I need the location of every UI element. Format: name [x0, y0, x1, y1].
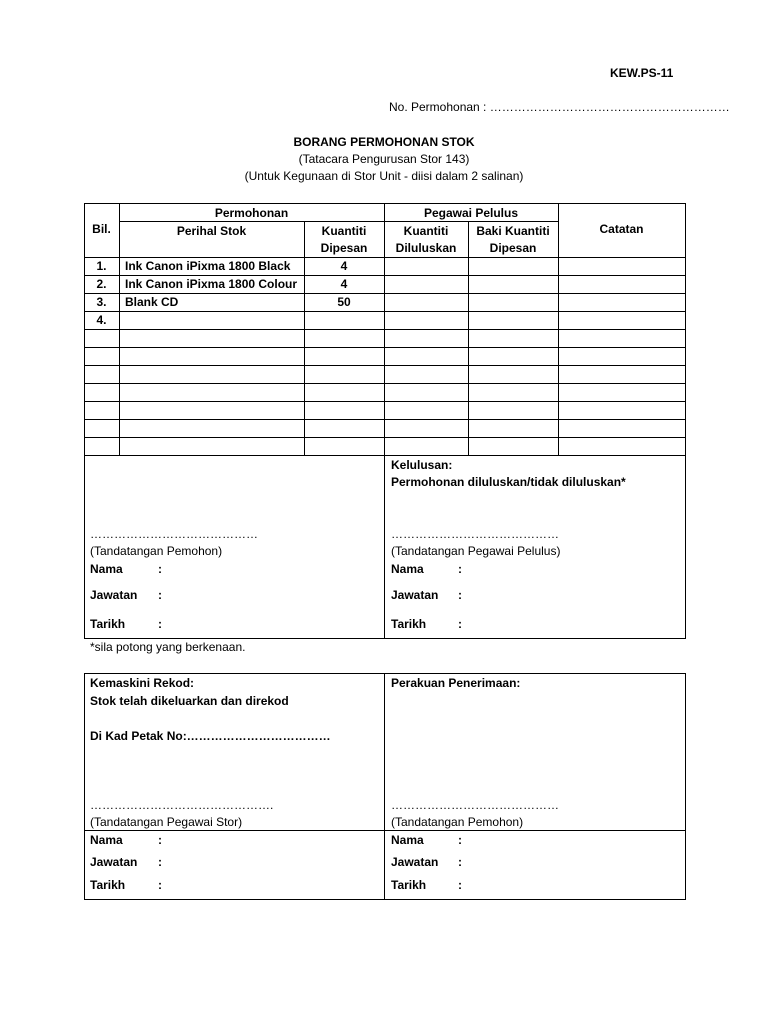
receipt-heading: Perakuan Penerimaan:	[391, 676, 521, 690]
colon: :	[158, 588, 162, 602]
colon: :	[458, 588, 462, 602]
colon: :	[158, 878, 162, 892]
form-subtitle-2: (Untuk Kegunaan di Stor Unit - diisi dalam 2 salinan)	[244, 169, 524, 183]
approver-position-label: Jawatan	[391, 588, 439, 602]
colon: :	[158, 855, 162, 869]
header-kuantiti-approved: Kuantiti	[403, 224, 449, 238]
colon: :	[158, 562, 162, 576]
row-bil: 4.	[96, 313, 107, 327]
row-perihal: Blank CD	[125, 295, 179, 309]
colon: :	[458, 855, 462, 869]
approver-signature-label: (Tandatangan Pegawai Pelulus)	[391, 544, 561, 558]
form-code: KEW.PS-11	[610, 66, 674, 80]
approver-signature-line: ……………………………………	[391, 527, 559, 541]
header-dipesan-balance: Dipesan	[489, 241, 537, 255]
receiver-signature-line: ……………………………………	[391, 798, 559, 812]
row-quantity: 4	[340, 277, 348, 291]
store-officer-signature-line: ……………………………………….	[90, 798, 274, 812]
header-bil: Bil.	[92, 222, 111, 236]
approver-date-label: Tarikh	[391, 617, 427, 631]
colon: :	[458, 878, 462, 892]
applicant-signature-line: ……………………………………	[90, 527, 258, 541]
row-bil: 1.	[96, 259, 107, 273]
receiver-position-label: Jawatan	[391, 855, 439, 869]
row-perihal: Ink Canon iPixma 1800 Colour	[125, 277, 298, 291]
receiver-name-label: Nama	[391, 833, 424, 847]
form-title: BORANG PERMOHONAN STOK	[293, 135, 475, 149]
colon: :	[458, 833, 462, 847]
header-catatan: Catatan	[599, 222, 644, 236]
header-group-pelulus: Pegawai Pelulus	[423, 206, 519, 220]
request-number: No. Permohonan : ……………………………………………………	[389, 100, 730, 114]
approver-name-label: Nama	[391, 562, 424, 576]
header-kuantiti: Kuantiti	[321, 224, 367, 238]
colon: :	[458, 562, 462, 576]
receiver-date-label: Tarikh	[391, 878, 427, 892]
header-baki-kuantiti: Baki Kuantiti	[476, 224, 550, 238]
colon: :	[458, 617, 462, 631]
row-quantity: 50	[337, 295, 351, 309]
applicant-name-label: Nama	[90, 562, 123, 576]
colon: :	[158, 833, 162, 847]
record-heading: Kemaskini Rekod:	[90, 676, 195, 690]
header-perihal-stok: Perihal Stok	[176, 224, 247, 238]
colon: :	[158, 617, 162, 631]
row-bil: 2.	[96, 277, 107, 291]
row-bil: 3.	[96, 295, 107, 309]
record-bin-card-no: Di Kad Petak No:………………………………	[90, 729, 331, 743]
form-subtitle-1: (Tatacara Pengurusan Stor 143)	[298, 152, 470, 166]
record-stock-issued: Stok telah dikeluarkan dan direkod	[90, 694, 289, 708]
store-officer-position-label: Jawatan	[90, 855, 138, 869]
header-group-permohonan: Permohonan	[214, 206, 289, 220]
approval-heading: Kelulusan:	[391, 458, 453, 472]
row-perihal: Ink Canon iPixma 1800 Black	[125, 259, 291, 273]
header-diluluskan: Diluluskan	[395, 241, 457, 255]
applicant-signature-label: (Tandatangan Pemohon)	[90, 544, 223, 558]
applicant-position-label: Jawatan	[90, 588, 138, 602]
store-officer-signature-label: (Tandatangan Pegawai Stor)	[90, 815, 243, 829]
receiver-signature-label: (Tandatangan Pemohon)	[391, 815, 524, 829]
store-officer-date-label: Tarikh	[90, 878, 126, 892]
approval-status: Permohonan diluluskan/tidak diluluskan*	[391, 475, 626, 489]
store-officer-name-label: Nama	[90, 833, 123, 847]
row-quantity: 4	[340, 259, 348, 273]
applicant-date-label: Tarikh	[90, 617, 126, 631]
footnote: *sila potong yang berkenaan.	[90, 640, 246, 654]
header-dipesan: Dipesan	[320, 241, 368, 255]
